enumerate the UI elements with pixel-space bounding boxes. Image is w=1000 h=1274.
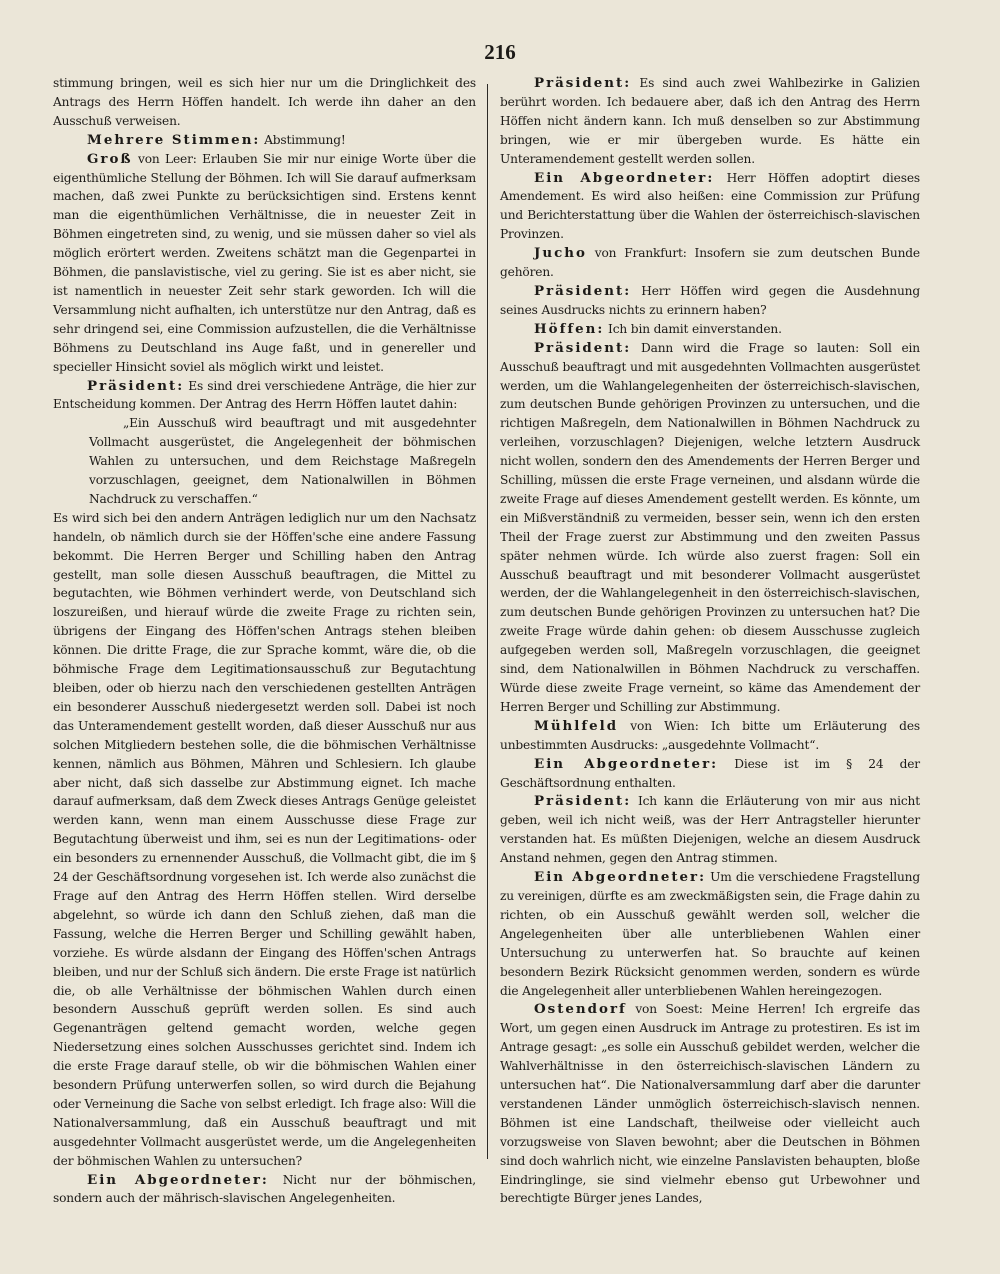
page-number: 216: [484, 40, 516, 64]
paragraph: [500, 320, 920, 339]
right-column: [500, 74, 920, 1208]
speaker-name: Präsident:: [534, 339, 632, 356]
paragraph-text: Es sind auch zwei Wahlbezirke in Galizien berührt worden. Ich bedauere aber, daß ich den Antrag des Herrn Höffen nicht ändern kann. Ich muß denselben so zur Abstimmung bringen, wie er mir übergeben wurde. Es hätte ein Unteramendement gestellt werden sollen.: [500, 76, 920, 166]
paragraph: [500, 282, 920, 320]
paragraph-text: „Ein Ausschuß wird beauftragt und mit ausgedehnter Vollmacht ausgerüstet, die Angelegenheit der böhmischen Wahlen zu untersuchen, und dem Reichstage Maßregeln vorzuschlagen, geeignet, dem Nationalwillen in Böhmen Nachdruck zu verschaffen.“: [89, 416, 476, 506]
paragraph-text: Es wird sich bei den andern Anträgen lediglich nur um den Nachsatz handeln, ob nämlich durch sie der Höffen'sche eine andere Fassung bekommt. Die Herren Berger und Schilling haben den Antrag gestellt, man solle diesen Ausschuß beauftragen, die Mittel zu begutachten, wie Böhmen verhindert werde, von Deutschland sich loszureißen, und hierauf würde die zweite Frage zu richten sein, übrigens der Eingang des Höffen'schen Antrags stehen bleiben können. Die dritte Frage, die zur Sprache kommt, wäre die, ob die böhmische Frage dem Legitimationsausschuß zur Begutachtung bleiben, oder ob hierzu nach den verschiedenen gestellten Anträgen ein besonderer Ausschuß niedergesetzt werden soll. Dabei ist noch das Unteramendement gestellt worden, daß dieser Ausschuß nur aus solchen Mitgliedern bestehen solle, die die böhmischen Verhältnisse kennen, nämlich aus Böhmen, Mähren und Schlesiern. Ich glaube aber nicht, daß sich dasselbe zur Abstimmung eignet. Ich mache darauf aufmerksam, daß dem Zweck dieses Antrags Genüge geleistet werden kann, wenn man einem Ausschusse diese Frage zur Begutachtung überweist und ihm, sei es nun der Legitimations- oder ein besonders zu ernennender Ausschuß, die Vollmacht gibt, die im § 24 der Geschäftsordnung vorgesehen ist. Ich werde also zunächst die Frage auf den Antrag des Herrn Höffen stellen. Wird derselbe abgelehnt, so würde ich dann den Schluß ziehen, daß man die Fassung, welche die Herren Berger und Schilling gewählt haben, vorziehe. Es würde alsdann der Eingang des Höffen'schen Antrags bleiben, und nur der Schluß sich ändern. Die erste Frage ist natürlich die, ob alle Verhältnisse der böhmischen Wahlen durch einen besondern Ausschuß geprüft werden sollen. Es sind auch Gegenanträgen geltend gemacht worden, welche gegen Niedersetzung eines solchen Ausschusses gerichtet sind. Indem ich die erste Frage darauf stelle, ob wir die böhmischen Wahlen einer besondern Prüfung unterwerfen sollen, so wird durch die Bejahung oder Verneinung die Sache von selbst erledigt. Ich frage also: Will die Nationalversammlung, daß ein Ausschuß beauftragt und mit ausgedehnter Vollmacht ausgerüstet werde, um die Angelegenheiten der böhmischen Wahlen zu untersuchen?: [53, 510, 477, 1168]
paragraph-text: Herr Höffen wird gegen die Ausdehnung seines Ausdrucks nichts zu erinnern haben?: [500, 283, 920, 317]
paragraph: [500, 339, 920, 717]
paragraph-text: Es sind drei verschiedene Anträge, die hier zur Entscheidung kommen. Der Antrag des Herrn Höffen lautet dahin:: [53, 378, 476, 412]
speaker-name: Höffen:: [534, 320, 605, 337]
speaker-name: Präsident:: [534, 793, 632, 810]
paragraph: [500, 244, 920, 282]
paragraph-text: von Frankfurt: Insofern sie zum deutschen Bunde gehören.: [500, 246, 920, 280]
paragraph: [500, 755, 920, 793]
paragraph: [53, 377, 476, 415]
paragraph: [500, 74, 920, 169]
paragraph-text: von Wien: Ich bitte um Erläuterung des unbestimmten Ausdrucks: „ausgedehnte Vollmacht“.: [500, 718, 920, 752]
paragraph-text: stimmung bringen, weil es sich hier nur um die Dringlichkeit des Antrags des Herrn Höffen handelt. Ich werde ihn daher an den Ausschuß verweisen.: [53, 76, 476, 128]
paragraph-text: Um die verschiedene Fragstellung zu vereinigen, dürfte es am zweckmäßigsten sein, die Frage dahin zu richten, ob ein Ausschuß gewählt werden soll, welcher die Angelegenheiten über alle unterbliebenen Wahlen einer Untersuchung zu unterwerfen hat. So brauchte auf keinen besondern Bezirk Rücksicht genommen werden, sondern es würde die Angelegenheit aller unterbliebenen Wahlen hereingezogen.: [500, 870, 920, 998]
speaker-name: Mehrere Stimmen:: [87, 131, 261, 148]
speaker-name: Groß: [87, 150, 133, 167]
paragraph-text: von Soest: Meine Herren! Ich ergreife das Wort, um gegen einen Ausdruck im Antrage zu protestiren. Es ist im Antrage gesagt: „es solle ein Ausschuß gebildet werden, welcher die Wahlverhältnisse in den österreichisch-slavischen Ländern zu untersuchen hat“. Die Nationalversammlung darf aber die darunter verstandenen Länder unmöglich österreichisch-slavisch nennen. Böhmen ist eine Landschaft, theilweise oder vielleicht auch vorzugsweise von Slaven bewohnt; aber die Deutschen in Böhmen sind doch wahrlich nicht, wie einzelne Panslavisten behaupten, bloße Eindringlinge, sie sind vielmehr ebenso gut Urbewohner und berechtigte Bürger jenes Landes,: [500, 1002, 920, 1206]
paragraph-text: Abstimmung!: [260, 132, 346, 147]
speaker-name: Ein Abgeordneter:: [87, 1171, 269, 1188]
speaker-name: Jucho: [534, 245, 587, 262]
paragraph: [53, 150, 476, 377]
paragraph-text: Ich kann die Erläuterung von mir aus nicht geben, weil ich nicht weiß, was der Herr Antragsteller hierunter verstanden hat. Es müßten Diejenigen, welche an diesem Ausdruck Anstand nehmen, gegen den Antrag stimmen.: [500, 794, 920, 866]
speaker-name: Präsident:: [87, 377, 185, 394]
speaker-name: Ein Abgeordneter:: [534, 755, 719, 772]
paragraph: [500, 1000, 920, 1208]
speaker-name: Präsident:: [534, 282, 632, 299]
paragraph: [500, 792, 920, 868]
paragraph-text: Ich bin damit einverstanden.: [604, 321, 782, 336]
left-column: [53, 74, 476, 1208]
paragraph: [53, 414, 476, 509]
speaker-name: Ostendorf: [534, 1001, 627, 1018]
paragraph: [53, 1171, 476, 1209]
paragraph: [500, 717, 920, 755]
paragraph-text: Nicht nur der böhmischen, sondern auch der mährisch-slavischen Angelegenheiten.: [53, 1172, 476, 1206]
column-divider: [487, 84, 488, 1159]
paragraph: [53, 131, 476, 150]
speaker-name: Ein Abgeordneter:: [534, 169, 715, 186]
paragraph: [500, 169, 920, 245]
speaker-name: Präsident:: [534, 75, 632, 91]
speaker-name: Mühlfeld: [534, 717, 619, 734]
speaker-name: Ein Abgeordneter:: [534, 869, 707, 886]
paragraph: [500, 868, 920, 1000]
paragraph-text: Herr Höffen adoptirt dieses Amendement. Es wird also heißen: eine Commission zur Prüfung und Berichterstattung über die Wahlen der österreichisch-slavischen Provinzen.: [500, 170, 920, 242]
paragraph-text: von Leer: Erlauben Sie mir nur einige Worte über die eigenthümliche Stellung der Böhmen. Ich will Sie darauf aufmerksam machen, daß zwei Punkte zu berücksichtigen sind. Erstens kennt man die eigenthümlichen Verhältnisse, die in neuester Zeit in Böhmen eingetreten sind, zu wenig, und sie müssen daher so viel als möglich erörtert werden. Zweitens schätzt man die Gegenpartei in Böhmen, die panslavistische, viel zu gering. Sie ist es aber nicht, sie ist namentlich in neuester Zeit sehr stark geworden. Ich will die Versammlung nicht aufhalten, ich unterstütze nur den Antrag, daß es sehr dringend sei, eine Commission aufzustellen, die die Verhältnisse Böhmens zu Deutschland ins Auge faßt, und in genereller und specieller Hinsicht soviel als möglich wirkt und leistet.: [53, 151, 476, 374]
paragraph-text: Dann wird die Frage so lauten: Soll ein Ausschuß beauftragt und mit ausgedehnten Vollmachten ausgerüstet werden, um die Wahlangelegenheiten der österreichisch-slavischen, zum deutschen Bunde gehörigen Provinzen zu untersuchen, und die richtigen Maßregeln, dem Nationalwillen in Böhmen Nachdruck zu verleihen, vorzuschlagen? Diejenigen, welche letztern Ausdruck nicht wollen, sondern den des Amendements der Herren Berger und Schilling, müssen die erste Frage verneinen, und alsdann würde die zweite Frage auf dieses Amendement gestellt werden. Es könnte, um ein Mißverständniß zu vermeiden, besser sein, wenn ich den ersten Theil der Frage zuerst zur Abstimmung und den zweiten Passus später nehmen würde. Ich würde also zuerst fragen: Soll ein Ausschuß beauftragt und mit besonderer Vollmacht ausgerüstet werden, der die Wahlangelegenheit in den österreichisch-slavischen, zum deutschen Bunde gehörigen Provinzen zu untersuchen hat? Die zweite Frage würde dahin gehen: ob diesem Ausschusse zugleich aufgegeben werden soll, Maßregeln vorzuschlagen, die geeignet sind, dem Nationalwillen in Böhmen Nachdruck zu verschaffen. Würde diese zweite Frage verneint, so käme das Amendement der Herren Berger und Schilling zur Abstimmung.: [500, 340, 920, 714]
paragraph: [53, 509, 476, 1171]
paragraph-text: Diese ist im § 24 der Geschäftsordnung enthalten.: [500, 756, 920, 790]
paragraph: [53, 74, 476, 131]
